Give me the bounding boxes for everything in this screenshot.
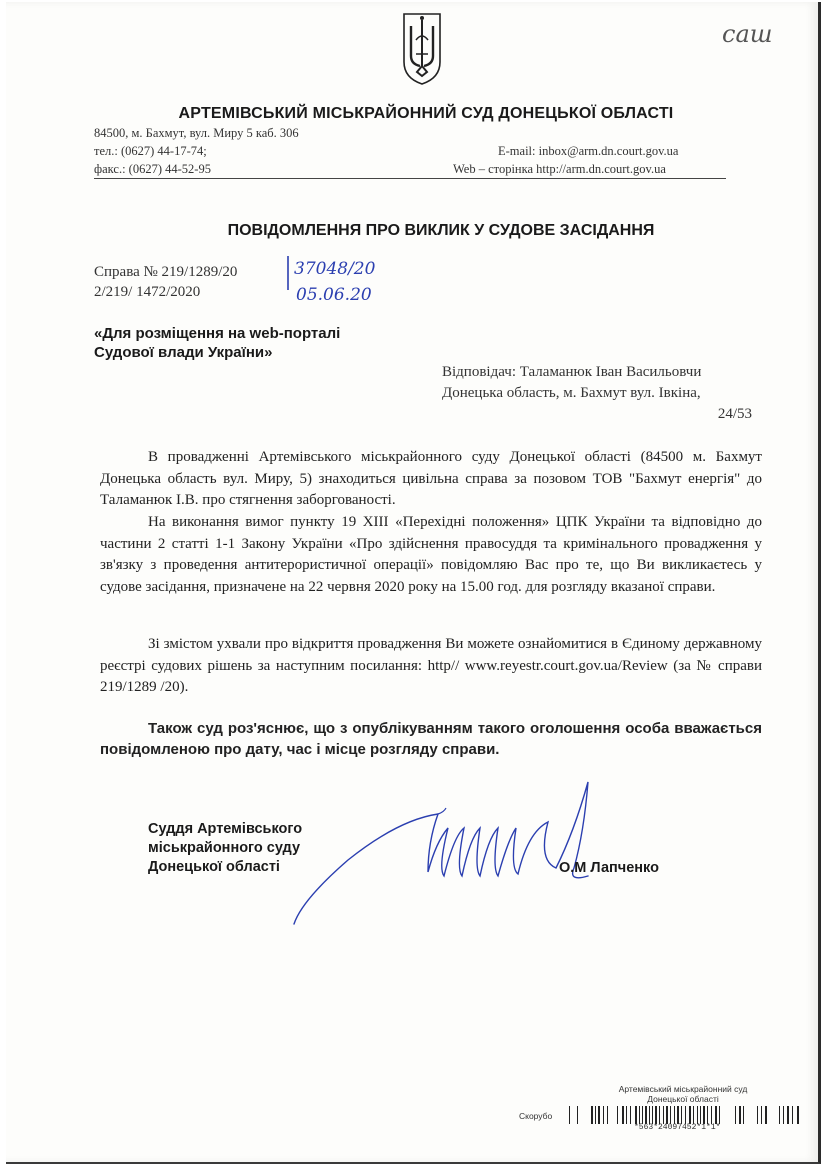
barcode-label: Скорубо [519, 1111, 553, 1121]
paragraph-summons: На виконання вимог пункту 19 ХIII «Перехідні положення» ЦПК України та відповідно до частини 2 статті 1-1 Закону України «Про здійснення правосуддя та кримінального провадження у зв'язку з проведення антитерористичної операції» повідомляю Вас про те, що Ви викликаєтесь у судове засідання, призначене на 22 червня 2020 року на 15.00 год. для розгляду вказаної справи. [100, 514, 762, 595]
svg-text:саш: саш [722, 20, 773, 48]
paragraph-proceeding: В провадженні Артемівського міськрайонного суду Донецької області (84500 м. Бахмут Донецька область вул. Миру, 5) знаходиться цивільна справа за позовом ТОВ "Бахмут енергія" до Таламанюк І.В. про стягнення заборгованості. [100, 449, 762, 508]
coat-of-arms-icon [400, 10, 444, 86]
publication-note-line2: Судової влади України» [94, 344, 273, 361]
corner-handwritten-mark [718, 14, 806, 54]
court-fax: факс.: (0627) 44-52-95 [94, 162, 211, 176]
judge-title-line3: Донецької області [148, 859, 280, 875]
header-divider [94, 178, 726, 179]
document-page [6, 2, 821, 1164]
court-email: E-mail: inbox@arm.dn.court.gov.ua [498, 144, 679, 158]
paragraph-registry-link: Зі змістом ухвали про відкриття провадження Ви можете ознайомитися в Єдиному державному реєстрі судових рішень за наступним посилання: http// www.reyestr.court.gov.ua/Review (за № справи 219/1289 /20). [100, 636, 762, 695]
stamp-line2: Донецької області [647, 1094, 719, 1104]
court-name: АРТЕМІВСЬКИЙ МІСЬКРАЙОННИЙ СУД ДОНЕЦЬКОЇ ОБЛАСТІ [178, 105, 674, 122]
barcode [569, 1106, 801, 1124]
publication-note-line1: «Для розміщення на web-порталі [94, 325, 341, 342]
handwritten-registration [284, 250, 404, 310]
proceeding-number: 2/219/ 1472/2020 [94, 284, 201, 300]
svg-text:37048/20: 37048/20 [294, 259, 376, 279]
court-website: Web – сторінка http://arm.dn.court.gov.ua [453, 162, 666, 176]
stamp-line1: Артемівський міськрайонний суд [618, 1084, 748, 1094]
paragraph-notice: Також суд роз'яснює, що з опублікуванням такого оголошення особа вважається повідомленою про дату, час і місце розгляду справи. [100, 720, 762, 758]
judge-signature [288, 772, 600, 932]
svg-text:05.06.20: 05.06.20 [296, 285, 372, 305]
document-title: ПОВІДОМЛЕННЯ ПРО ВИКЛИК У СУДОВЕ ЗАСІДАННЯ [227, 222, 655, 239]
judge-title-line2: міськрайонного суду [148, 840, 301, 856]
court-phone: тел.: (0627) 44-17-74; [94, 144, 207, 158]
court-address: 84500, м. Бахмут, вул. Миру 5 каб. 306 [94, 126, 299, 140]
court-stamp [603, 1084, 763, 1104]
respondent-block [442, 362, 762, 425]
barcode-number: *563*24097452*1*1* [634, 1123, 721, 1132]
respondent-address: Донецька область, м. Бахмут вул. Івкіна, [442, 385, 701, 401]
judge-title-line1: Суддя Артемівського [148, 821, 303, 837]
respondent-address-number: 24/53 [717, 406, 752, 422]
respondent-name: Відповідач: Таламанюк Іван Васильовчи [442, 364, 702, 380]
judge-name: О.М Лапченко [559, 860, 659, 876]
case-number: Справа № 219/1289/20 [94, 264, 238, 280]
